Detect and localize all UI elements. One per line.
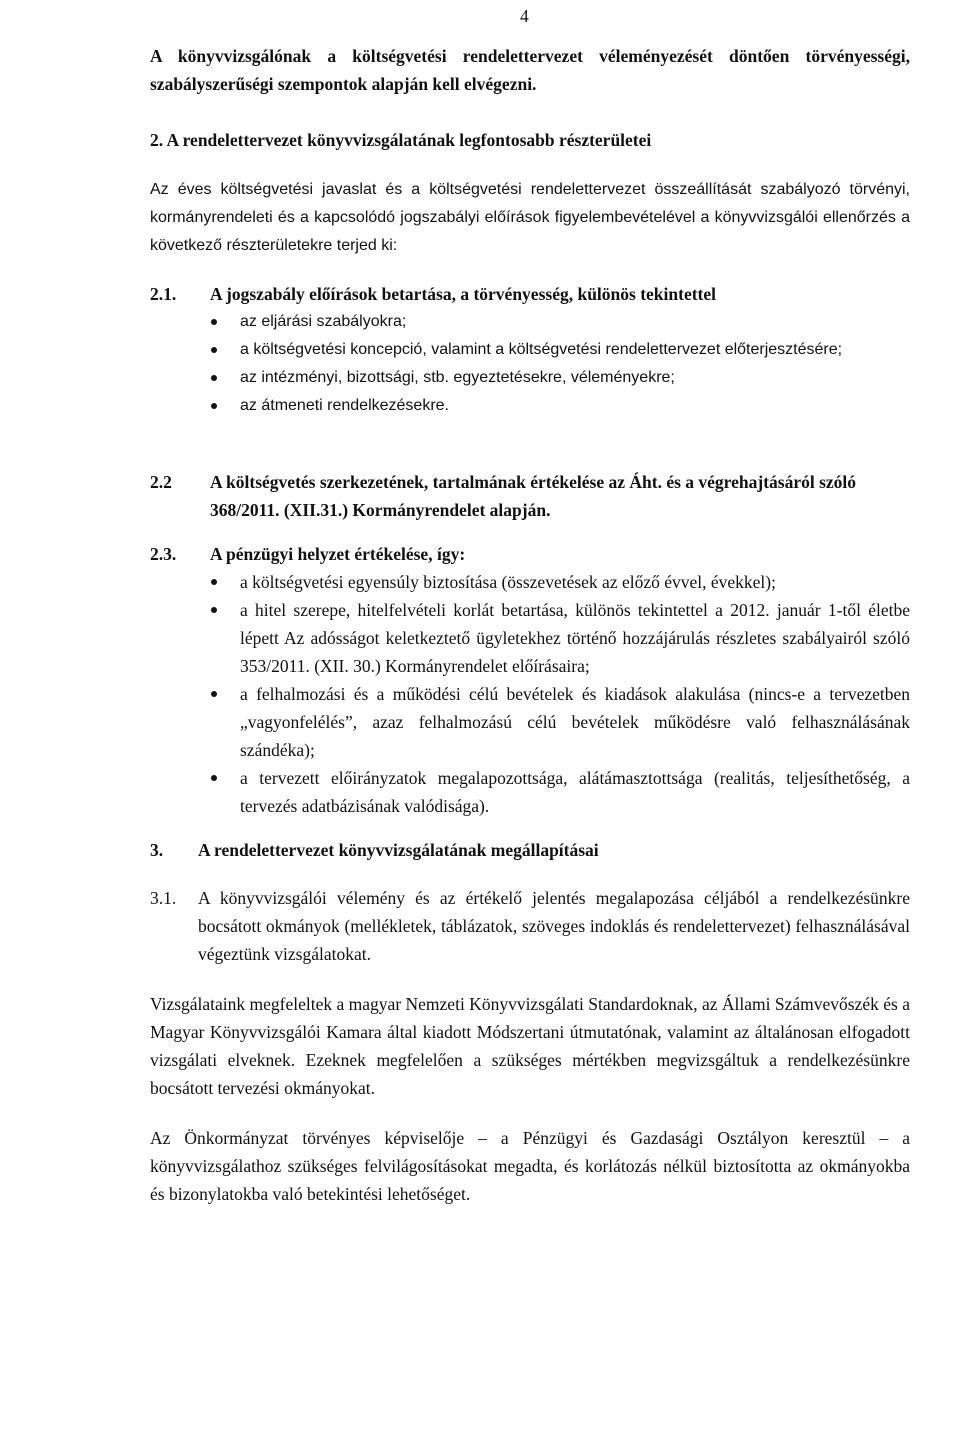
list-item: az intézményi, bizottsági, stb. egyeztetésekre, véleményekre; [150, 364, 910, 392]
section-2-paragraph: Az éves költségvetési javaslat és a költségvetési rendelettervezet összeállítását szabályozó törvényi, kormányrendeleti és a kapcsolódó jogszabályi előírások figyelembevételével a könyvvizsgálói ellenőrzés a következő részterületekre terjed ki: [150, 181, 910, 254]
section-2-3-title: A pénzügyi helyzet értékelése, így: [210, 544, 466, 564]
section-2-1-heading [150, 280, 910, 308]
section-2-number: 2. [150, 130, 164, 150]
section-2-1 [150, 280, 910, 420]
list-item: a tervezett előirányzatok megalapozottsága, alátámasztottsága (realitás, teljesíthetőség, a tervezés adatbázisának valódisága). [150, 764, 910, 820]
list-item: az eljárási szabályokra; [150, 308, 910, 336]
section-2-2-title: A költségvetés szerkezetének, tartalmának értékelése az Áht. és a végrehajtásáról szóló 368/2011. (XII.31.) Kormányrendelet alapján. [210, 472, 857, 520]
municipality-paragraph: Az Önkormányzat törvényes képviselője – a Pénzügyi és Gazdasági Osztályon keresztül – a könyvvizsgálathoz szükséges felvilágosításokat megadta, és korlátozás nélkül biztosította az okmányokba és bizonylatokba való betekintési lehetőséget. [150, 1128, 910, 1204]
section-3-1-text: A könyvvizsgálói vélemény és az értékelő jelentés megalapozása céljából a rendelkezésünkre bocsátott okmányok (mellékletek, táblázatok, szöveges indoklás és rendelettervezet) felhasználásával végeztünk vizsgálatokat. [198, 888, 910, 964]
intro-paragraph: A könyvvizsgálónak a költségvetési rendelettervezet véleményezését döntően törvényességi, szabályszerűségi szempontok alapján kell elvégezni. [150, 46, 910, 94]
section-2-2-number: 2.2 [150, 472, 172, 492]
standards-paragraph: Vizsgálataink megfeleltek a magyar Nemzeti Könyvvizsgálati Standardoknak, az Állami Számvevőszék és a Magyar Könyvvizsgálói Kamara által kiadott Módszertani útmutatónak, valamint az általánosan elfogadott vizsgálati elveknek. Ezeknek megfelelően a szükséges mértékben megvizsgáltuk a rendelkezésünkre bocsátott tervezési okmányokat. [150, 994, 910, 1098]
section-3-heading [150, 836, 910, 864]
section-3-1 [150, 884, 910, 968]
section-3-title: A rendelettervezet könyvvizsgálatának megállapításai [198, 840, 599, 860]
list-item: a költségvetési koncepció, valamint a költségvetési rendelettervezet előterjesztésére; [150, 336, 910, 364]
section-3-number: 3. [150, 840, 164, 860]
page-number: 4 [520, 6, 529, 26]
list-item: a költségvetési egyensúly biztosítása (összevetések az előző évvel, évekkel); [150, 568, 910, 596]
list-item: az átmeneti rendelkezésekre. [150, 392, 910, 420]
section-2-1-title: A jogszabály előírások betartása, a törvényesség, különös tekintettel [210, 284, 717, 304]
section-2-3 [150, 540, 910, 820]
section-2-3-list [150, 568, 910, 820]
list-item: a felhalmozási és a működési célú bevételek és kiadások alakulása (nincs-e a tervezetben „vagyonfelélés”, azaz felhalmozású célú bevételek működésre való felhasználásának szándéka); [150, 680, 910, 764]
section-2-3-number: 2.3. [150, 544, 177, 564]
section-3-1-number: 3.1. [150, 888, 177, 908]
section-2-1-list [150, 308, 910, 420]
section-2-3-heading [150, 540, 910, 568]
section-2-1-number: 2.1. [150, 284, 177, 304]
list-item: a hitel szerepe, hitelfelvételi korlát betartása, különös tekintettel a 2012. január 1-től életbe lépett Az adósságot keletkeztető ügyletekhez történő hozzájárulás részletes szabályairól szóló 353/2011. (XII. 30.) Kormányrendelet előírásaira; [150, 596, 910, 680]
section-2-title: A rendelettervezet könyvvizsgálatának legfontosabb részterületei [166, 130, 652, 150]
section-2-2-heading [150, 468, 910, 524]
section-2-heading [150, 126, 910, 154]
